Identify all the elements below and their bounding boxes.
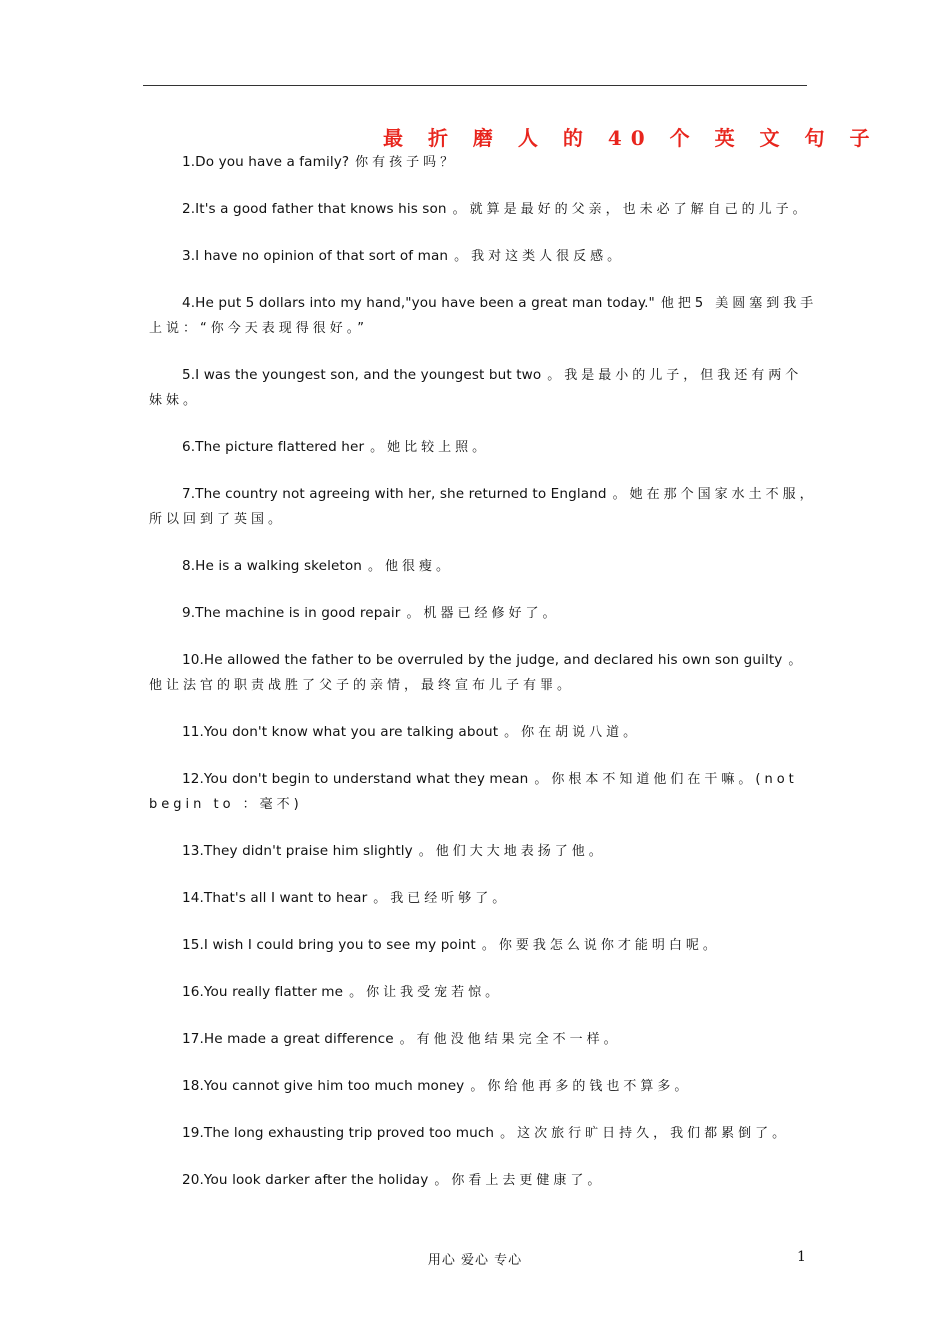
chinese-translation: 。她比较上照。 <box>370 440 490 455</box>
list-item <box>149 767 819 817</box>
list-item <box>149 980 819 1005</box>
list-item <box>149 720 819 745</box>
chinese-translation: 。就算是最好的父亲，也未必了解自己的儿子。 <box>452 202 810 217</box>
list-item <box>149 197 819 222</box>
english-sentence: 15.I wish I could bring you to see my point <box>182 937 476 953</box>
list-item <box>149 435 819 460</box>
english-sentence: 7.The country not agreeing with her, she returned to England <box>182 486 607 502</box>
chinese-translation: 。我已经听够了。 <box>373 891 510 906</box>
page-footer: 用心 爱心 专心 <box>427 1253 523 1268</box>
english-sentence: 3.I have no opinion of that sort of man <box>182 248 449 264</box>
english-sentence: 12.You don't begin to understand what they mean <box>182 771 529 787</box>
list-item <box>149 933 819 958</box>
list-item <box>149 839 819 864</box>
list-item <box>149 886 819 911</box>
page-number: 1 <box>797 1249 806 1265</box>
list-item <box>149 291 819 341</box>
english-sentence: 20.You look darker after the holiday <box>182 1172 429 1188</box>
list-item <box>149 554 819 579</box>
english-sentence: 16.You really flatter me <box>182 984 344 1000</box>
chinese-translation: 。这次旅行旷日持久，我们都累倒了。 <box>500 1126 790 1141</box>
english-sentence: 13.They didn't praise him slightly <box>182 843 413 859</box>
chinese-translation: 。你让我受宠若惊。 <box>349 985 503 1000</box>
sentence-list <box>149 150 819 1215</box>
english-sentence: 1.Do you have a family? <box>182 154 350 170</box>
list-item <box>149 1074 819 1099</box>
list-item <box>149 648 819 698</box>
list-item <box>149 1121 819 1146</box>
chinese-translation: 。他很瘦。 <box>367 559 453 574</box>
english-sentence: 10.He allowed the father to be overruled by the judge, and declared his own son guilty <box>182 652 783 668</box>
english-sentence: 19.The long exhausting trip proved too much <box>182 1125 495 1141</box>
list-item <box>149 363 819 413</box>
chinese-translation: 。你要我怎么说你才能明白呢。 <box>481 938 720 953</box>
page-title: 最 折 磨 人 的 40 个 英 文 句 子 <box>383 126 879 150</box>
header-rule <box>143 85 807 86</box>
chinese-translation: 。你看上去更健康了。 <box>434 1173 605 1188</box>
list-item <box>149 482 819 532</box>
chinese-translation: 他把5 美圆塞到我手上说：“你今天表现得很好。” <box>149 296 818 336</box>
list-item <box>149 601 819 626</box>
chinese-translation: 。他们大大地表扬了他。 <box>418 844 606 859</box>
english-sentence: 18.You cannot give him too much money <box>182 1078 465 1094</box>
chinese-translation: 。有他没他结果完全不一样。 <box>399 1032 621 1047</box>
chinese-translation: 。你根本不知道他们在干嘛。(not begin to ：毫不) <box>149 772 798 812</box>
chinese-translation: 。我是最小的儿子，但我还有两个妹妹。 <box>149 368 803 408</box>
chinese-translation: 。我对这类人很反感。 <box>454 249 625 264</box>
list-item <box>149 1168 819 1193</box>
english-sentence: 8.He is a walking skeleton <box>182 558 362 574</box>
english-sentence: 4.He put 5 dollars into my hand,"you have been a great man today." <box>182 295 655 311</box>
english-sentence: 11.You don't know what you are talking about <box>182 724 499 740</box>
english-sentence: 2.It's a good father that knows his son <box>182 201 447 217</box>
list-item <box>149 1027 819 1052</box>
chinese-translation: 。你给他再多的钱也不算多。 <box>470 1079 692 1094</box>
chinese-translation: 你有孩子吗？ <box>355 155 458 170</box>
chinese-translation: 。她在那个国家水土不服，所以回到了英国。 <box>149 487 817 527</box>
list-item <box>149 150 819 175</box>
english-sentence: 17.He made a great difference <box>182 1031 394 1047</box>
chinese-translation: 。你在胡说八道。 <box>504 725 641 740</box>
english-sentence: 14.That's all I want to hear <box>182 890 368 906</box>
list-item <box>149 244 819 269</box>
english-sentence: 5.I was the youngest son, and the youngest but two <box>182 367 542 383</box>
english-sentence: 9.The machine is in good repair <box>182 605 401 621</box>
chinese-translation: 。机器已经修好了。 <box>406 606 560 621</box>
chinese-translation: 。他让法官的职责战胜了父子的亲情，最终宣布儿子有罪。 <box>149 653 806 693</box>
english-sentence: 6.The picture flattered her <box>182 439 365 455</box>
